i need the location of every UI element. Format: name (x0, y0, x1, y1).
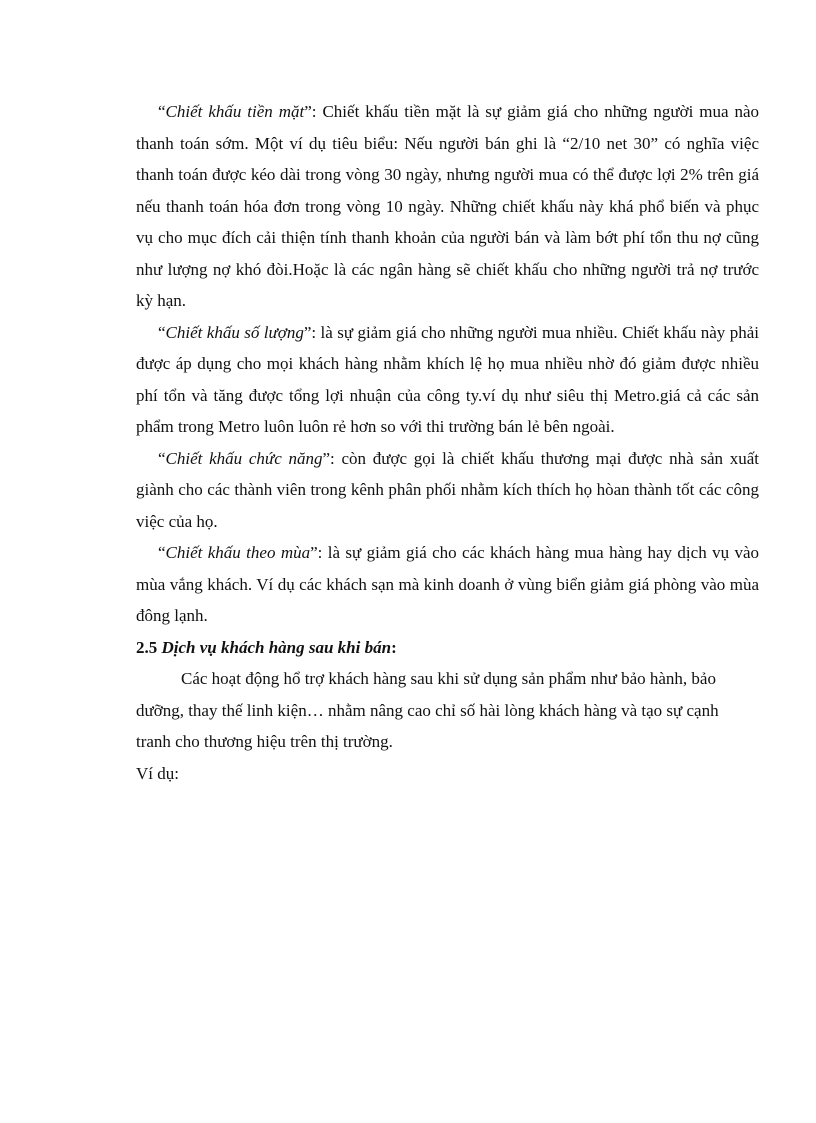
paragraph-text: : là sự giảm giá cho các khách hàng mua hàng hay dịch vụ vào mùa vắng khách. Ví dụ các khách sạn mà kinh doanh ở vùng biển giảm giá phòng vào mùa đông lạnh. (136, 543, 760, 625)
term-quantity-discount: Chiết khấu số lượng (165, 322, 304, 342)
paragraph-functional-discount (136, 443, 759, 538)
close-quote: ” (303, 322, 312, 342)
paragraph-text: : Chiết khấu tiền mặt là sự giảm giá cho những người mua nào thanh toán sớm. Một ví dụ tiêu biểu: Nếu người bán ghi là “2/10 net 30” có nghĩa việc thanh toán được kéo dài trong vòng 30 ngày, nhưng người mua có thể được lợi 2% trên giá nếu thanh toán hóa đơn trong vòng 10 ngày. Những chiết khấu này khá phổ biến và phục vụ cho mục đích cải thiện tính thanh khoản của người bán và làm bớt phí tổn thu nợ cũng như lượng nợ khó đòi.Hoặc là các ngân hàng sẽ chiết khấu cho những người trả nợ trước kỳ hạn. (136, 102, 759, 310)
document-page (136, 96, 759, 789)
section-number: 2.5 (136, 637, 158, 657)
close-quote: ” (310, 543, 318, 562)
paragraph-text: : còn được gọi là chiết khấu thương mại được nhà sản xuất giành cho các thành viên trong kênh phân phối nhằm kích thích họ hòan thành tốt các công việc của họ. (136, 448, 760, 531)
open-quote: “ (158, 543, 166, 562)
open-quote: “ (158, 102, 166, 121)
paragraph-cash-discount (136, 96, 759, 317)
paragraph-seasonal-discount (136, 537, 759, 632)
close-quote: ” (304, 102, 312, 121)
term-cash-discount: Chiết khấu tiền mặt (165, 102, 305, 121)
paragraph-quantity-discount (136, 317, 759, 443)
close-quote: ” (322, 448, 331, 468)
example-label: Ví dụ: (136, 763, 179, 783)
section-paragraph: Các hoạt động hổ trợ khách hàng sau khi sử dụng sản phẩm như bảo hành, bảo dưỡng, thay thế linh kiện… nhằm nâng cao chỉ số hài lòng khách hàng và tạo sự cạnh tranh cho thương hiệu trên thị trường. (136, 669, 719, 751)
open-quote: “ (158, 448, 166, 468)
paragraph-text: : là sự giảm giá cho những người mua nhiều. Chiết khấu này phải được áp dụng cho mọi khách hàng nhằm khích lệ họ mua nhiều nhờ đó giảm được nhiều phí tổn và tăng được tổng lợi nhuận của công ty.ví dụ như siêu thị Metro.giá cả các sản phẩm trong Metro luôn luôn rẻ hơn so với thi trường bán lẻ bên ngoài. (136, 322, 759, 436)
term-seasonal-discount: Chiết khấu theo mùa (165, 543, 311, 562)
section-heading (136, 632, 759, 664)
section-title: Dịch vụ khách hàng sau khi bán (161, 637, 392, 657)
term-functional-discount: Chiết khấu chức năng (165, 448, 323, 468)
section-colon: : (391, 637, 397, 657)
open-quote: “ (158, 322, 166, 342)
